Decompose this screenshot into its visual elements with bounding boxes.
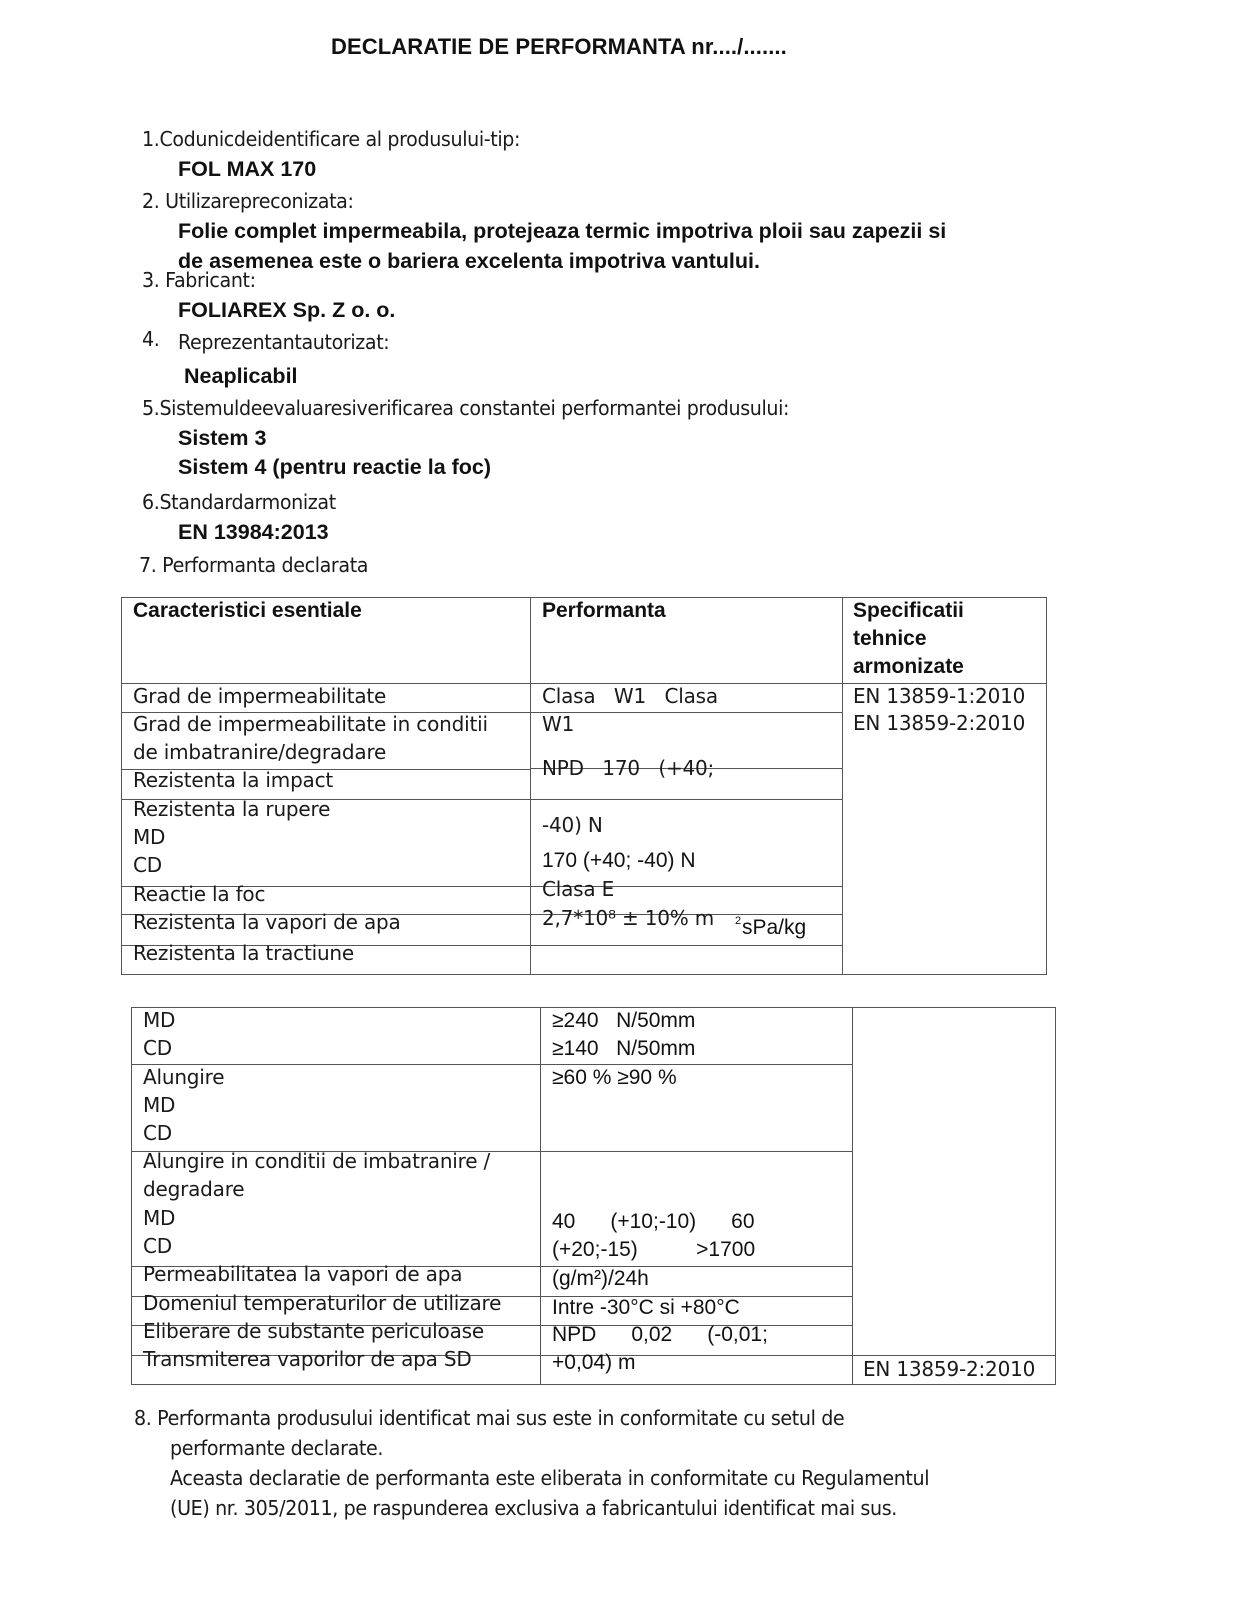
intended-use-line-2: de asemenea este o bariera excelenta impotriva vantului. <box>178 249 760 273</box>
table1-perf-6: 2,7*10⁸ ± 10% m <box>542 906 715 930</box>
table2-char-4: CD <box>143 1121 172 1145</box>
table1-char-8: Rezistenta la vapori de apa <box>133 910 401 934</box>
table2-perf-2: ≥60 % ≥90 % <box>552 1066 677 1089</box>
table2-char-9: Permeabilitatea la vapori de apa <box>143 1262 463 1286</box>
table1-char-0: Grad de impermeabilitate <box>133 684 387 708</box>
table1-perf-3: -40) N <box>542 813 603 837</box>
table2-char-1: CD <box>143 1036 172 1060</box>
section-4-label: Reprezentantautorizat: <box>178 330 390 354</box>
product-code: FOL MAX 170 <box>178 157 317 181</box>
section-5-label: 5.Sistemuldeevaluaresiverificarea constantei performantei produsului: <box>142 396 790 420</box>
section-1-label: 1.Codunicdeidentificare al produsului-tip: <box>142 127 521 151</box>
table1-char-3: Rezistenta la impact <box>133 768 334 792</box>
system-3: Sistem 3 <box>178 426 267 450</box>
section-3-label: 3. Fabricant: <box>142 268 256 292</box>
table2-char-3: MD <box>143 1093 176 1117</box>
table1-header-performance: Performanta <box>542 599 666 622</box>
table2-perf-5: (g/m²)/24h <box>552 1267 649 1290</box>
table2-char-10: Domeniul temperaturilor de utilizare <box>143 1291 502 1315</box>
table1-perf-unit: sPa/kg <box>742 916 807 939</box>
table2-perf-6: Intre -30°C si +80°C <box>552 1296 740 1319</box>
table2-perf-7: NPD 0,02 (-0,01; <box>552 1323 768 1346</box>
table2-char-8: CD <box>143 1234 172 1258</box>
table2-perf-4: (+20;-15) >1700 <box>552 1238 756 1261</box>
system-4: Sistem 4 (pentru reactie la foc) <box>178 455 492 479</box>
table2-perf-8: +0,04) m <box>552 1351 636 1374</box>
page-title: DECLARATIE DE PERFORMANTA nr..../....... <box>331 34 787 59</box>
table2-perf-1: ≥140 N/50mm <box>552 1037 696 1060</box>
table2-char-11: Eliberare de substante periculoase <box>143 1319 484 1343</box>
table1-char-9: Rezistenta la tractiune <box>133 941 354 965</box>
table1-perf-1: W1 <box>542 712 575 736</box>
table1-perf-2: NPD 170 (+40; <box>542 756 715 780</box>
section-6-label: 6.Standardarmonizat <box>142 490 336 514</box>
table2-char-7: MD <box>143 1206 176 1230</box>
table2-char-0: MD <box>143 1008 176 1032</box>
table1-perf-0: Clasa W1 Clasa <box>542 684 718 708</box>
table1-header-spec-line-1: Specificatii <box>853 599 964 622</box>
table1-header-spec-line-3: armonizate <box>853 655 964 678</box>
table1-spec-0: EN 13859-1:2010 <box>853 684 1026 708</box>
authorized-representative: Neaplicabil <box>184 364 298 388</box>
intended-use-line-1: Folie complet impermeabila, protejeaza termic impotriva ploii sau zapezii si <box>178 219 947 243</box>
table1-header-characteristics: Caracteristici esentiale <box>133 599 362 622</box>
section-2-label: 2. Utilizarepreconizata: <box>142 189 354 213</box>
section-8-line-2: performante declarate. <box>170 1436 384 1460</box>
table1-char-6: CD <box>133 853 162 877</box>
section-7-label: 7. Performanta declarata <box>139 553 369 577</box>
section-4-number: 4. <box>142 327 160 351</box>
table1-perf-5: Clasa E <box>542 877 615 901</box>
table2-char-2: Alungire <box>143 1065 225 1089</box>
table1-char-1: Grad de impermeabilitate in conditii <box>133 712 488 736</box>
table2-char-6: degradare <box>143 1177 245 1201</box>
section-8-line-1: 8. Performanta produsului identificat mai sus este in conformitate cu setul de <box>134 1406 845 1430</box>
table2-char-12: Transmiterea vaporilor de apa SD <box>143 1347 472 1371</box>
section-8-line-3: Aceasta declaratie de performanta este eliberata in conformitate cu Regulamentul <box>170 1466 930 1490</box>
table1-perf-superscript: 2 <box>735 915 742 927</box>
table1-char-5: MD <box>133 825 166 849</box>
table1-char-4: Rezistenta la rupere <box>133 797 331 821</box>
section-8-line-4: (UE) nr. 305/2011, pe raspunderea exclusiva a fabricantului identificat mai sus. <box>170 1496 897 1520</box>
table2-char-5: Alungire in conditii de imbatranire / <box>143 1149 491 1173</box>
harmonized-standard: EN 13984:2013 <box>178 520 329 544</box>
manufacturer: FOLIAREX Sp. Z o. o. <box>178 298 396 322</box>
table1-char-7: Reactie la foc <box>133 882 266 906</box>
table1-spec-1: EN 13859-2:2010 <box>853 711 1026 735</box>
table2-perf-0: ≥240 N/50mm <box>552 1009 696 1032</box>
table2-perf-3: 40 (+10;-10) 60 <box>552 1210 755 1233</box>
table1-char-2: de imbatranire/degradare <box>133 740 387 764</box>
table1-perf-4: 170 (+40; -40) N <box>542 849 696 872</box>
table1-header-spec-line-2: tehnice <box>853 627 927 650</box>
table2-spec-0: EN 13859-2:2010 <box>863 1357 1036 1381</box>
